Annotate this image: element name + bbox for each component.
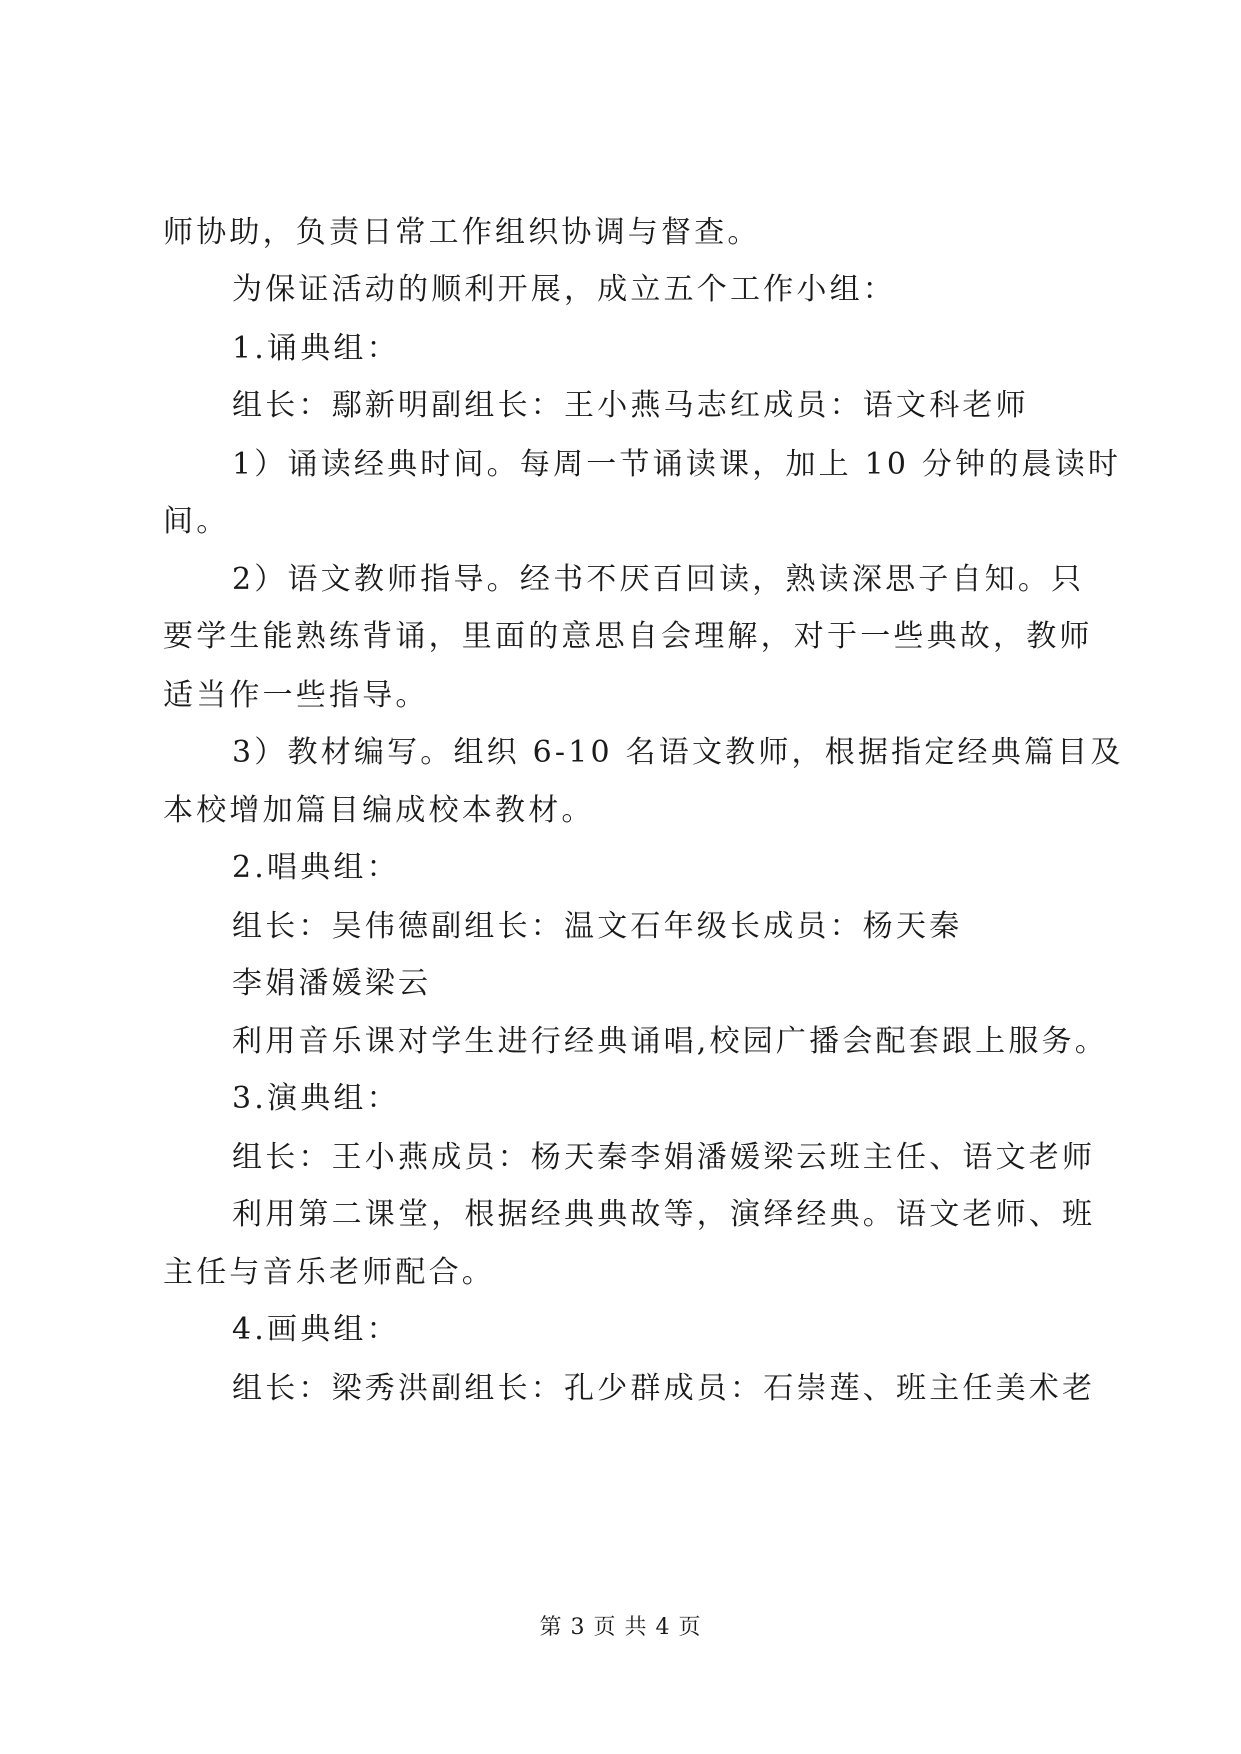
text-line: 利用音乐课对学生进行经典诵唱,校园广播会配套跟上服务。	[232, 1024, 1108, 1059]
text-line: 3）教材编写。组织 6-10 名语文教师，根据指定经典篇目及	[232, 735, 1124, 770]
section-heading: 1.诵典组：	[232, 331, 400, 366]
text-line: 组长：吴伟德副组长：温文石年级长成员：杨天秦	[232, 909, 963, 944]
text-line: 利用第二课堂，根据经典典故等，演绎经典。语文老师、班	[232, 1197, 1096, 1232]
text-line: 组长：鄢新明副组长：王小燕马志红成员：语文科老师	[232, 388, 1029, 423]
section-heading: 2.唱典组：	[232, 850, 400, 885]
text-line: 要学生能熟练背诵，里面的意思自会理解，对于一些典故，教师	[163, 619, 1093, 654]
text-line: 适当作一些指导。	[163, 678, 429, 713]
text-line: 间。	[163, 504, 230, 539]
text-line: 组长：王小燕成员：杨天秦李娟潘媛梁云班主任、语文老师	[232, 1140, 1096, 1175]
text-line: 本校增加篇目编成校本教材。	[163, 793, 595, 828]
text-line: 主任与音乐老师配合。	[163, 1255, 495, 1290]
page-number-footer: 第 3 页 共 4 页	[539, 1615, 702, 1640]
section-heading: 3.演典组：	[232, 1081, 400, 1116]
section-heading: 4.画典组：	[232, 1312, 400, 1347]
text-line: 2）语文教师指导。经书不厌百回读，熟读深思子自知。只	[232, 562, 1085, 597]
text-line: 李娟潘媛梁云	[232, 966, 432, 1001]
text-line: 师协助，负责日常工作组织协调与督查。	[163, 215, 761, 250]
text-line: 组长：梁秀洪副组长：孔少群成员：石崇莲、班主任美术老	[232, 1371, 1096, 1406]
text-line: 为保证活动的顺利开展，成立五个工作小组：	[232, 272, 896, 307]
text-line: 1）诵读经典时间。每周一节诵读课，加上 10 分钟的晨读时	[232, 447, 1122, 482]
